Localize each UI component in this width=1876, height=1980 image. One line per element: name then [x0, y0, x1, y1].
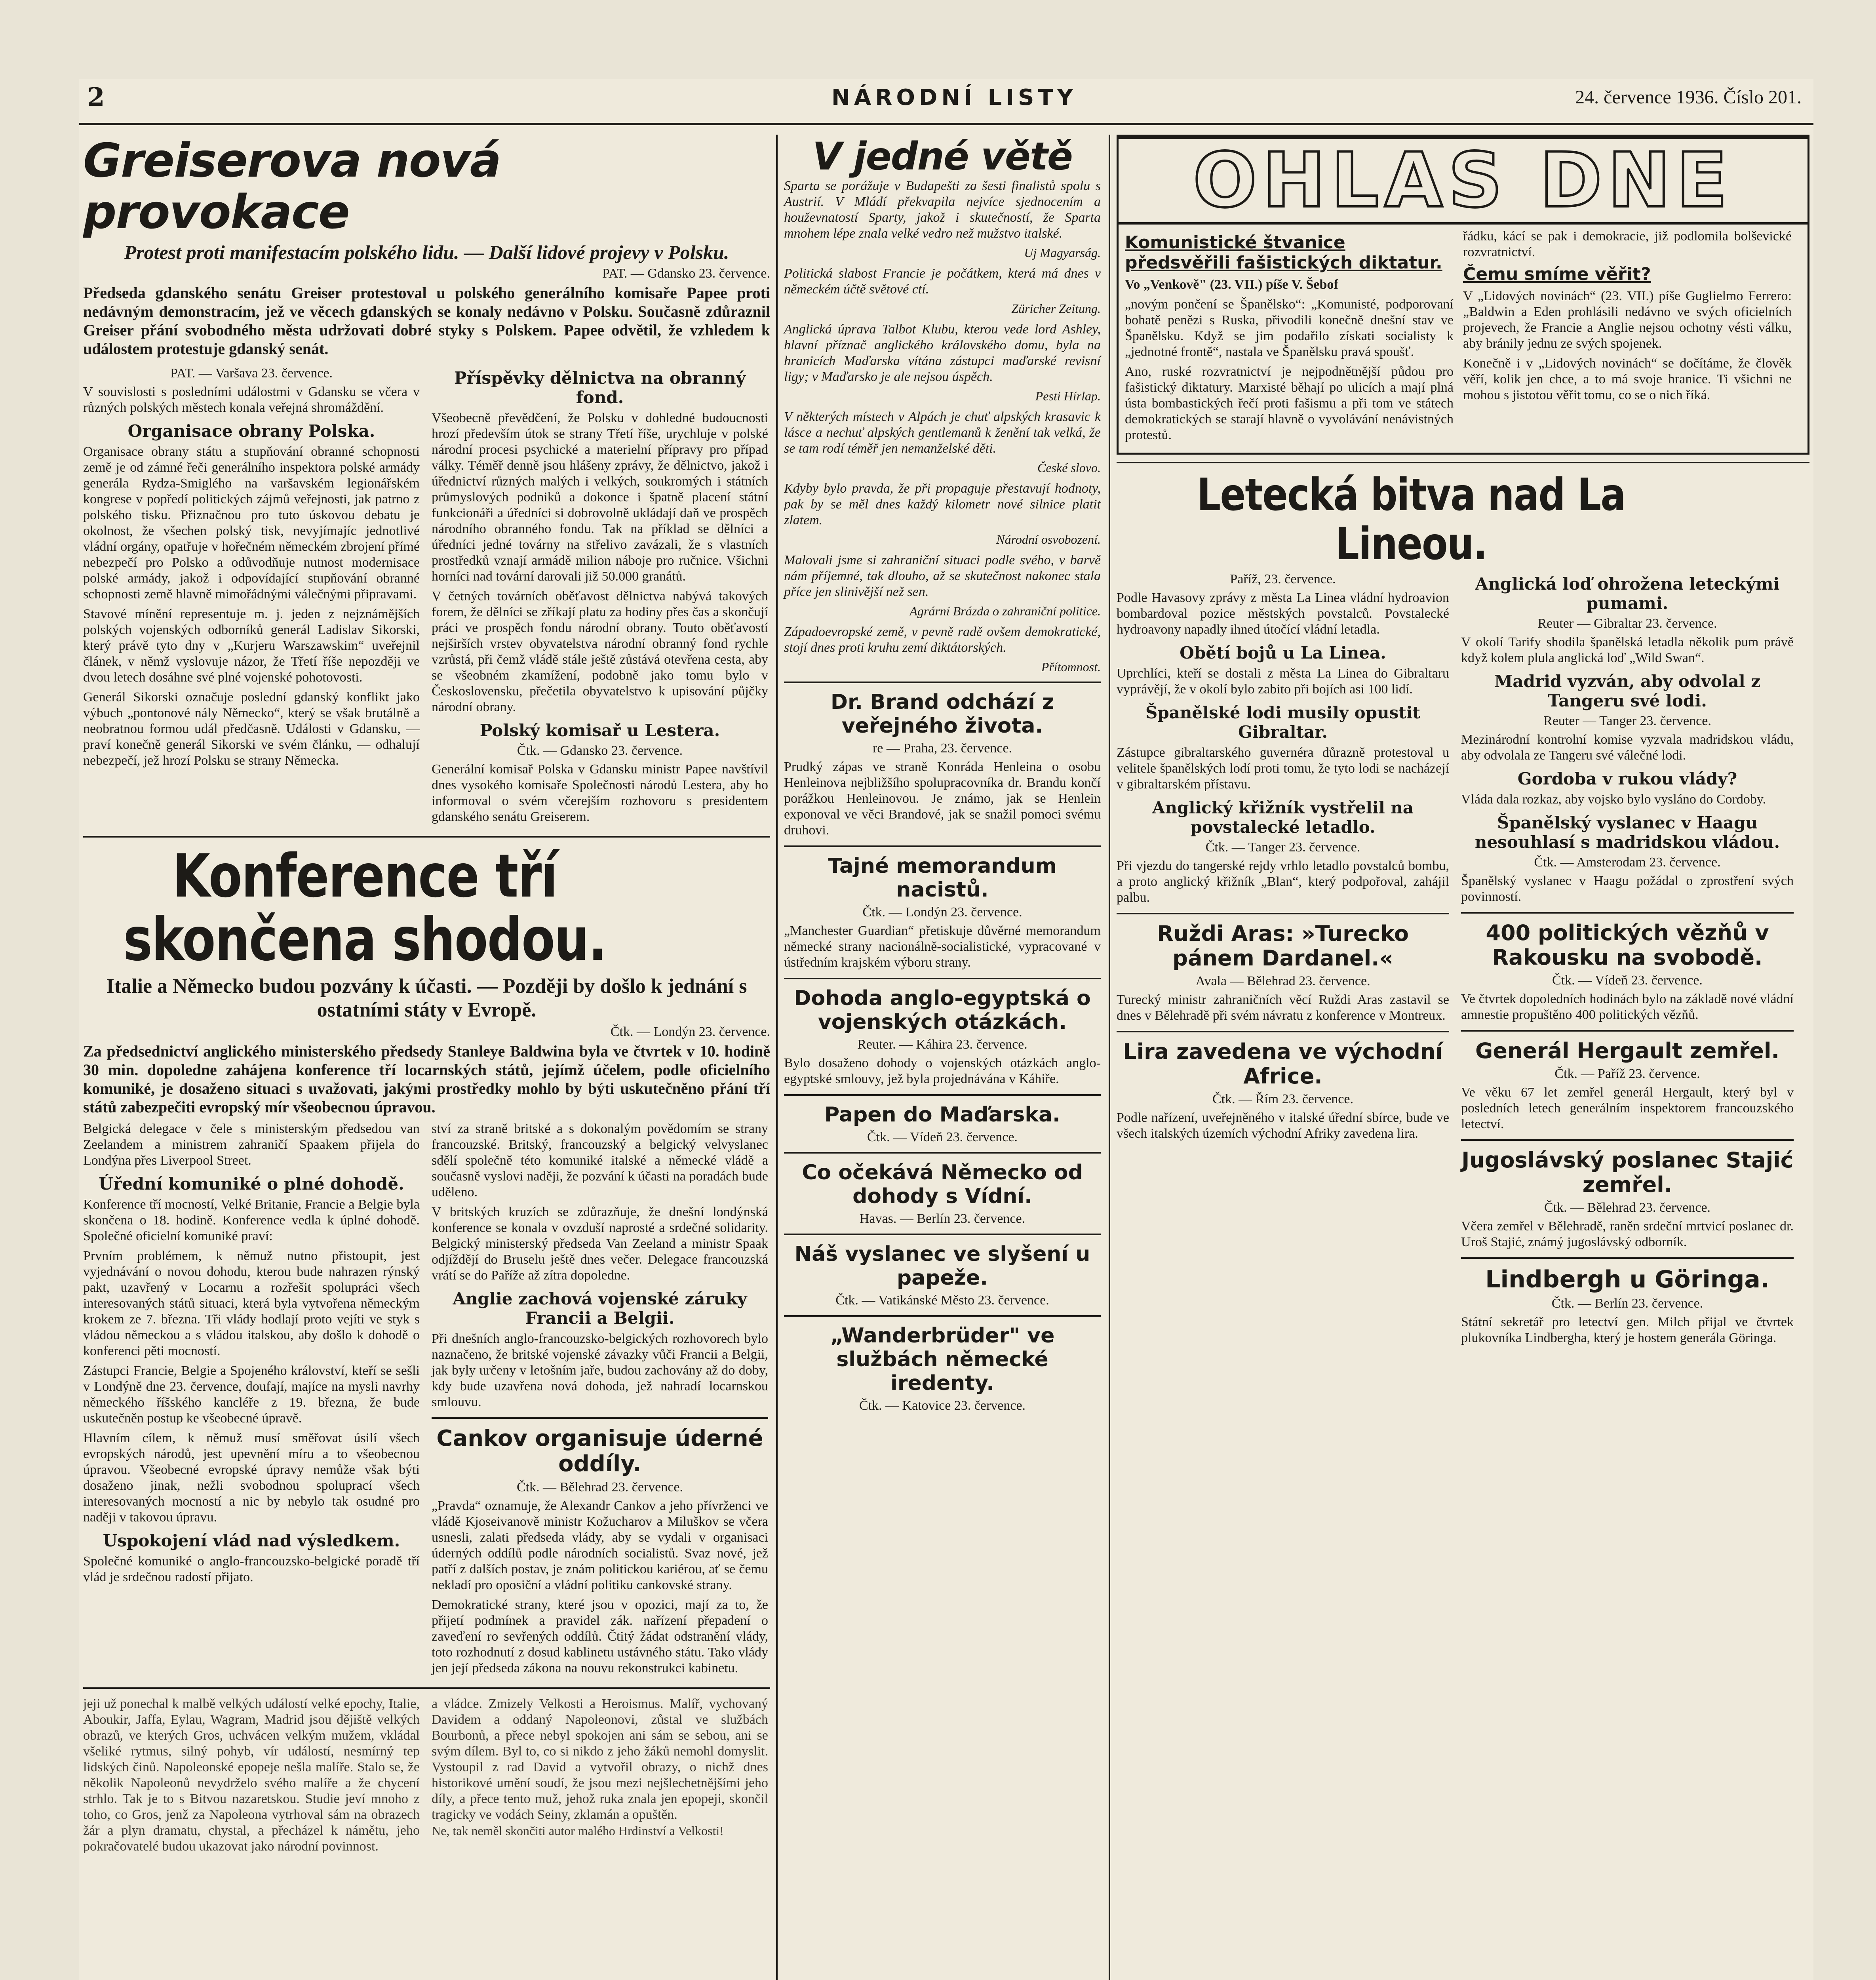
jedne-vete-src1: Uj Magyarság.	[1024, 246, 1101, 260]
letecka-columns	[1117, 569, 1809, 1350]
co-ceka-headline: Co očekává Německo od dohody s Vídní.	[802, 1161, 1083, 1208]
cankov-byline: Čtk. — Bělehrad 23. července.	[516, 1480, 683, 1495]
rusdi-headline: Ruždi Aras: »Turecko pánem Dardanel.«	[1157, 921, 1409, 971]
separator	[1461, 912, 1794, 914]
letecka-sub3: Anglický křižník vystřelil na povstalecké letadlo.	[1152, 798, 1414, 837]
jedne-vete-src4: České slovo.	[1037, 461, 1101, 475]
separator	[1117, 913, 1449, 914]
wanderbruder-byline: Čtk. — Katovice 23. července.	[859, 1398, 1026, 1413]
separator	[784, 1152, 1101, 1154]
separator	[1117, 462, 1809, 463]
ohlas-src1: Vo „Venkově" (23. VII.) píše V. Šebof	[1125, 277, 1338, 292]
greiser-headline: Greiserova nová provokace	[83, 133, 501, 239]
konference-sub1: Úřední komuniké o plné dohodě.	[99, 1174, 404, 1194]
lira-headline: Lira zavedena ve východní Africe.	[1123, 1039, 1443, 1089]
jedne-vete-src3: Pesti Hírlap.	[1035, 389, 1101, 403]
separator	[1461, 1139, 1794, 1141]
side-h1: Anglická loď ohrožena leteckými pumami.	[1475, 574, 1780, 613]
separator	[1461, 1030, 1794, 1032]
lindbergh-headline: Lindbergh u Göringa.	[1485, 1266, 1769, 1293]
co-ceka-byline: Havas. — Berlín 23. července.	[859, 1211, 1026, 1226]
separator	[784, 845, 1101, 847]
ohlas-col-left: Komunistické štvanice předsvěřili fašistických diktatur. Vo „Venkově" (23. VII.) píše V. Šebof „novým pončení se Španělsko“: „Komunisté, podporovaní bohatě penězi s Ruska, přivodili konečně dnešní stav ve Španělsku. Když se jim podařilo získati socialisty k „jednotné frontě“, nastala ve Španělsku pravá spoušť. Ano, ruské rozvratnictví je nejpodnětnější půdou pro fašistický diktatury. Marxisté běhají po ulicích a mají plná ústa bombastických řečí proti fašismu a při tom ve státech demokratických se starají hlavně o vyvolávání nenávistných protestů.	[1125, 232, 1454, 442]
egypt-byline: Reuter. — Káhira 23. července.	[857, 1037, 1027, 1052]
papen-byline: Čtk. — Vídeň 23. července.	[867, 1130, 1018, 1144]
cankov-headline: Cankov organisuje úderné oddíly.	[436, 1426, 763, 1477]
letecka-col-right: Anglická loď ohrožena leteckými pumami. Reuter — Gibraltar 23. července. V okolí Tarify shodila španělská letadla několik pum právě když kolem plula anglická loď „Wild Swan“. Madrid vyzván, aby odvolal z Tangeru své lodi. Reuter — Tanger 23. července. Mezinárodní kontrolní komise vyzvala madridskou vládu, aby odvolala ze Tangeru své válečné lodi. Gordoba v rukou vlády? Vláda dala rozkaz, aby vojsko bylo vysláno do Cordoby. Španělský vyslanec v Haagu nesouhlasí s madridskou vládou. Čtk. — Amsterodam 23. července. Španělský vyslanec v Haagu požádal o zprostření svých povinností. 400 politických vězňů v Rakousku na svobodě. Čtk. — Vídeň 23. července. Ve čtvrtek dopoledních hodinách bylo na základě nové vládní amnestie propuštěno 400 politických vězňů. Generál Hergault zemřel. Čtk. — Paříž 23. července. Ve věku 67 let zemřel generál Hergault, který byl v posledních letech generálním inspektorem francouzského letectví. Jugoslávský poslanec Stajić zemřel. Čtk. — Bělehrad 23. července. Včera zemřel v Bělehradě, raněn srdeční mrtvicí poslanec dr. Uroš Stajić, známý jugoslávský odborník. Lindbergh u Göringa. Čtk. — Berlín 23. července. Státní sekretář pro letectví gen. Milch přijal ve čtvrtek plukovníka Lindbergha, který je hostem generála Göringa.	[1461, 574, 1794, 1345]
ohlas-box	[1117, 135, 1809, 455]
rakousko-headline: 400 politických vězňů v Rakousku na svobodě.	[1486, 920, 1769, 970]
brand-headline: Dr. Brand odchází z veřejného života.	[830, 690, 1054, 738]
jedne-vete-src2: Züricher Zeitung.	[1011, 301, 1101, 316]
middle-column: V jedné větě Sparta se porážuje v Budapešti za šesti finalistů spolu s Austrií. V Mládí překvapila nejvíce sjednocením a houževnatostí Sparty, jakož i skutečností, že Sparta mnohem lépe znala velké vedro než mužstvo italské. Uj Magyarság. Politická slabost Francie je počátkem, která má dnes v německém účtě světové ctí. Züricher Zeitung. Anglická úprava Talbot Klubu, kterou vede lord Ashley, hlavní příznač anglického královského domu, byla na hranicích Maďarska vítána zástupci maďarské revisní ligy; v Maďarsko je ale nejsou úspěch. Pesti Hírlap. V některých místech v Alpách je chuť alpských krasavic k lásce a nechuť alpských gentlemanů k ženění tak velká, že se tam rodí téměř jen nemanželské děti. České slovo. Kdyby bylo pravda, že při propaguje přestavují hodnoty, pak by se měl dnes každý kilometr nové silnice platit zlatem. Národní osvobození. Malovali jsme si zahraniční situaci podle svého, v barvě nám příjemné, tak dlouho, až se skutečnost nakonec stala příce jen slinivější než sen. Agrární Brázda o zahraniční politice. Západoevropské země, v pevně radě ovšem demokratické, stojí dnes proti kruhu zemí diktátorských. Přítomnost. Dr. Brand odchází z veřejného života. re — Praha, 23. července. Prudký zápas ve straně Konráda Henleina o osobu Henleinova nejbližšího spolupracovníka dr. Brandu končí porážkou Henleinovou. Je známo, jak se Henlein exponoval ve věci Brandové, jak se snažil pomoci svému druhovi. Tajné memorandum nacistů. Čtk. — Londýn 23. července. „Manchester Guardian“ přetiskuje důvěrné memorandum německé strany nacionálně-socialistické, vypracované v ústředním krajském výboru strany. Dohoda anglo-egyptská o vojenských otázkách. Reuter. — Káhira 23. července. Bylo dosaženo dohody o vojenských otázkách anglo-egyptské smlouvy, jež byla projednávána v Káhiře. Papen do Maďarska. Čtk. — Vídeň 23. července. Co očekává Německo od dohody s Vídní. Havas. — Berlín 23. července. Náš vyslanec ve slyšení u papeže. Čtk. — Vatikánské Město 23. července. „Wanderbrüder" ve službách německé iredenty. Čtk. — Katovice 23. července.	[784, 134, 1101, 1413]
paper-name: NÁRODNÍ LISTY	[831, 85, 1077, 110]
greiser-lead: Předseda gdanského senátu Greiser protestoval u polského generálního komisaře Papee proti nedávným demonstracím, jež ve věcech gdanských se konaly nedávno v Polsku. Současně zdůraznil Greiser přání svobodného města udržovati dobré styky s Polskem. Papee odvětil, že vzhledem k událostem protestuje gdanský senát.	[83, 284, 770, 358]
side-h4: Španělský vyslanec v Haagu nesouhlasí s madridskou vládou.	[1475, 813, 1780, 852]
stajic-headline: Jugoslávský poslanec Stajić zemřel.	[1461, 1148, 1793, 1197]
greiser-subhead: Protest proti manifestacím polského lidu. — Další lidové projevy v Polsku.	[124, 241, 729, 263]
side-h2: Madrid vyzván, aby odvolal z Tangeru své lodi.	[1494, 672, 1761, 710]
separator	[1117, 1031, 1449, 1032]
jedne-vete-src5: Národní osvobození.	[996, 532, 1101, 546]
konference-sub2: Anglie zachová vojenské záruky Francii a Belgii.	[453, 1289, 747, 1328]
rusdi-byline: Avala — Bělehrad 23. července.	[1195, 974, 1370, 988]
wanderbruder-headline: „Wanderbrüder" ve službách německé iredenty.	[830, 1324, 1055, 1395]
ohlas-title: OHLAS DNE	[1119, 137, 1808, 225]
separator	[83, 1687, 770, 1689]
column-rule	[776, 135, 778, 1980]
letecka-headline: Letecká bitva nad La Lineou.	[1197, 469, 1625, 570]
letecka-byline: Paříž, 23. července.	[1230, 572, 1336, 586]
ohlas-tag2: Čemu smíme věřit?	[1463, 264, 1651, 284]
hergault-headline: Generál Hergault zemřel.	[1475, 1038, 1780, 1063]
letecka-sub2: Španělské lodi musily opustit Gibraltar.	[1145, 703, 1420, 742]
left-block	[83, 135, 770, 1854]
konference-col-left: Belgická delegace v čele s ministerským předsedou van Zeelandem a ministrem zahraničí Spaakem přijela do Londýna přes Liverpool Street. Úřední komuniké o plné dohodě. Konference tří mocností, Velké Britanie, Francie a Belgie byla skončena o 18. hodině. Konference vedla k úplné dohodě. Společné oficielní komuniké praví: Prvním problémem, k němuž nutno přistoupit, jest vyjednávání o novou dohodu, kterou bude nahrazen rýnský pakt, uzavřený v Locarnu a rozřešit spolupráci všech interesovaných států situaci, která byla vytvořena německým krokem ze 7. března. Tři vlády hodlají proto vejíti ve styk s vládou německou a s vládou italskou, aby došlo k dohodě o konferenci pěti mocností. Zástupci Francie, Belgie a Spojeného království, kteří se sešli v Londýně dne 23. července, doufají, majíce na mysli navrhy německého říšského kancléře z 19. března, že bude uskutečněn postup ke všeobecné úpravě. Hlavním cílem, k němuž musí směřovat úsilí všech evropských národů, jest upevnění míru a to všeobecnou úpravou. Všeobecné evropské úpravy nemůže však býti dosaženo jinak, nežli svobodnou spoluprací všech interesovaných mocností a nic by nebylo tak osudné pro naději v takovou úpravu. Uspokojení vlád nad výsledkem. Společné komuniké o anglo-francouzsko-belgické poradě tří vlád je srdečnou radostí přijato.	[83, 1121, 420, 1584]
feuilleton-columns	[83, 1696, 770, 1854]
konference-headline: Konference tří skončena shodou.	[123, 842, 607, 974]
letecka-sub1: Obětí bojů u La Linea.	[1180, 643, 1386, 663]
separator	[83, 836, 770, 838]
papen-headline: Papen do Maďarska.	[824, 1103, 1060, 1127]
greiser-byline: PAT. — Gdansko 23. července.	[602, 266, 770, 281]
greiser-col-left: PAT. — Varšava 23. července. V souvislosti s posledními událostmi v Gdansku se včera v různých polských městech konala veřejná shromáždění. Organisace obrany Polska. Organisace obrany státu a stupňování obranné schopnosti země je od zámné řeči generálního inspektora polské armády generála Rydza-Smiglého na varšavském legionářském kongrese v popředí politických zájmů veřejnosti, jak patrno z polského tisku. Přiznačnou pro tuto úskovou debatu je okolnost, že všechen polský tisk, nevyjímajíc jednotlivé vládní orgány, opatřuje v hořečném německém zbrojení přímé nebezpečí pro Polsko a odůvodňuje nutnost modernisace polské armády, jakož i odpovídající stupňování obranné schopnosti země hlavně mimořádnými válečnými připravami. Stavové mínění representuje m. j. jeden z nejznámějších polských vojenských odborníků generál Ladislav Sikorski, který právě tyto dny v „Kurjeru Warszawskim“ uveřejnil článek, v němž vyslovuje názor, že Třetí říše nepozději ve dvou letech dosáhne své plné vojenské pohotovosti. Generál Sikorski označuje poslední gdanský konflikt jako výbuch „pontonové nály Německo“, který se však brutálně a neobratnou formou udál předčasně. Události v Gdansku, — praví konečně generál Sikorski ve svém článku, — odhalují nebezpečí, jež hrozí Polsku se strany Německa.	[83, 366, 420, 768]
memorandum-byline: Čtk. — Londýn 23. července.	[862, 905, 1022, 920]
jedne-vete-src6: Agrární Brázda o zahraniční politice.	[909, 604, 1101, 618]
konference-lead: Za předsednictví anglického ministerského předsedy Stanleye Baldwina byla ve čtvrtek v 10. hodině 30 min. dopoledne zahájena konference tří locarnských států, jejímž účelem, podle oficielního komuniké, je dosaženo situaci s uvažovati, jakými prostředky mohlo by býti uskutečněno přání tří států zabezpečiti evropský mír všeobecnou úpravou.	[83, 1042, 770, 1116]
letecka-sub3-byline: Čtk. — Tanger 23. července.	[1205, 840, 1360, 855]
feuilleton-col-right: a vládce. Zmizely Velkosti a Heroismus. Malíř, vychovaný Davidem a oddaný Napoleonovi, zůstal ve službách Bourbonů, a přece nebyl spokojen ani sám se sebou, ani se svým dílem. Byl to, co si nikdo z jeho žáků nemohl domyslit. Vystoupil z rad David a vytvořil obrazy, o nichž dnes historikové umění soudí, že jsou mezi nejšlechetnějšími jeho díly, a přece tento muž, jehož ruka znala jen epopeji, skončil tragicky ve vodách Seiny, zklamán a opuštěn. Ne, tak neměl skončiti autor malého Hrdinství a Velkosti!	[432, 1696, 768, 1838]
ohlas-columns	[1119, 225, 1808, 447]
jedne-vete-src7: Přítomnost.	[1041, 660, 1101, 674]
side-h4-byline: Čtk. — Amsterodam 23. července.	[1534, 855, 1721, 870]
memorandum-headline: Tajné memorandum nacistů.	[828, 854, 1057, 902]
konference-sub3: Uspokojení vlád nad výsledkem.	[103, 1531, 400, 1550]
vyslanec-byline: Čtk. — Vatikánské Město 23. července.	[835, 1293, 1049, 1308]
brand-byline: re — Praha, 23. července.	[872, 741, 1012, 756]
separator	[784, 1315, 1101, 1317]
konference-subhead: Italie a Německo budou pozvány k účasti. — Později by došlo k jednání s ostatními státy v Evropě.	[106, 975, 747, 1021]
greiser-byline2: PAT. — Varšava 23. července.	[170, 366, 333, 381]
feuilleton-col-left: jeji už ponechal k malbě velkých událostí velké epochy, Italie, Aboukir, Jaffa, Eylau, Wagram, Madrid jsou dějiště velkých obrazů, ve kterých Gros, uchvácen velkým mužem, vkládal všeliké rytmus, silný pohyb, vír událostí, nesmírný tep lidských činů. Napoleonské epopeje nešla malíře. Stalo se, že několik Napoleonů nevydrželo svého malíře a že chycení strhlo. Tak je to s Bitvou nazaretskou. Studie jeví mnoho z toho, co Gros, jenž za Napoleona vytrhoval sám na obrazech žár a plyn dramatu, chystal, a přecházel k námětu, jeho pokračovatelé budou ukazovat jako národní povinnost.	[83, 1696, 420, 1854]
feuilleton-end: Ne, tak neměl skončiti autor malého Hrdinství a Velkosti!	[432, 1824, 724, 1838]
ohlas-tag1: Komunistické štvanice předsvěřili fašistických diktatur.	[1125, 232, 1442, 273]
separator	[432, 1417, 768, 1419]
newspaper-page	[79, 79, 1813, 1980]
greiser-sub2: Příspěvky dělnictva na obranný fond.	[454, 368, 746, 407]
page-number: 2	[87, 82, 105, 112]
egypt-headline: Dohoda anglo-egyptská o vojenských otázkách.	[794, 986, 1091, 1034]
separator	[1461, 1257, 1794, 1259]
lira-byline: Čtk. — Řím 23. července.	[1212, 1092, 1353, 1106]
konference-columns	[83, 1121, 770, 1680]
konference-byline: Čtk. — Londýn 23. července.	[610, 1024, 770, 1039]
rakousko-byline: Čtk. — Vídeň 23. července.	[1552, 973, 1703, 988]
konference-col-right: ství za straně britské a s dokonalým povědomím se strany francouzské. Britský, francouzský a belgický velvyslanec sdělí společně této komuniké italské a německé vládě a současně vyslovi naději, že pozvání k účasti na poradách bude uděleno. V britských kruzích se zdůrazňuje, že dnešní londýnská konference se konala v ovzduší naprosté a srdečné solidarity. Belgický ministerský předseda Van Zeeland a ministr Spaak odjíždějí do Bruselu ještě dnes večer. Delegace francouzská vrátí se do Paříže až zítra dopoledne. Anglie zachová vojenské záruky Francii a Belgii. Při dnešních anglo-francouzsko-belgických rozhovorech bylo naznačeno, že britské vojenské závazky vůči Francii a Belgii, jak byly určeny v letošním jaře, budou zachovány až do doby, kdy bude uzavřena nová dohoda, jež nahradí locarnskou smlouvu. Cankov organisuje úderné oddíly. Čtk. — Bělehrad 23. července. „Pravda“ oznamuje, že Alexandr Cankov a jeho přívrženci ve vládě Kjoseivanově ministr Kožucharov a Miluškov se včera usnesli, zalati předseda vlády, aby se vydali v organisaci úderných oddílů podle národních socialistů. Svaz nové, jež patří z dalších postav, je znám politickou kariérou, ať se čemu nekladí pro oposiční a vládní politiku cankovské strany. Demokratické strany, které jsou v opozici, mají za to, že přijetí podmínek a pravidel zák. nařízení přepadení o zaveďení ro sevřených oddílů. Čtitý žádat odstranění vlády, toto rozhodnutí z dosud kablinetu ustávného státu. Tako vlády jen její předseda zákona na nouvu rekonstrukci kabinetu.	[432, 1121, 768, 1675]
date-issue: 24. července 1936. Číslo 201.	[1575, 87, 1802, 108]
jedne-vete-headline: V jedné větě	[812, 134, 1072, 179]
masthead	[79, 79, 1813, 125]
greiser-sub3: Polský komisař u Lestera.	[479, 721, 720, 740]
column-rule	[1109, 135, 1110, 1980]
stajic-byline: Čtk. — Bělehrad 23. července.	[1544, 1200, 1711, 1215]
side-h2-byline: Reuter — Tanger 23. července.	[1543, 714, 1711, 728]
side-h1-byline: Reuter — Gibraltar 23. července.	[1537, 616, 1717, 631]
side-h3: Gordoba v rukou vlády?	[1517, 769, 1737, 788]
separator	[784, 1094, 1101, 1096]
letecka-col-left: Paříž, 23. července. Podle Havasovy zprávy z města La Linea vládní hydroavion bombardoval pozice městských povstalců. Povstalecké hydroavony napadly ihned útočící vládní letadla. Obětí bojů u La Linea. Uprchlíci, kteří se dostali z města La Linea do Gibraltaru vyprávějí, že v okolí bylo zabito při bojích asi 100 lidí. Španělské lodi musily opustit Gibraltar. Zástupce gibraltarského guvernéra důrazně protestoval u velitele španělských lodí proti tomu, že tyto lodi se nacházejí v gibraltarském přístavu. Anglický křižník vystřelil na povstalecké letadlo. Čtk. — Tanger 23. července. Při vjezdu do tangerské rejdy vrhlo letadlo povstalců bombu, a proto anglický křižník „Blan“, který podpořoval, zahájil palbu. Ruždi Aras: »Turecko pánem Dardanel.« Avala — Bělehrad 23. července. Turecký ministr zahraničních věcí Ruždi Aras zastavil se dnes v Bělehradě při svém návratu z konference v Montreux. Lira zavedena ve východní Africe. Čtk. — Řím 23. července. Podle nařízení, uveřejněného v italské úřední sbírce, bude ve všech italských územích východní Afriky zavedena lira.	[1117, 572, 1449, 1141]
greiser-col-right: Příspěvky dělnictva na obranný fond. Všeobecně převědčení, že Polsku v dohledné budoucnosti hrozí především útok se strany Třetí říše, urychluje v polské národní procesi psychické a materielní přípravy pro případ války. Téměř denně jsou hlášeny zprávy, že dělnictvo, jakož i úřednictví různých malých i velkých, soukromých i státních průmyslových podniků a dokonce i špatně placení státní funkcionáři a úředníci si dobrovolně ukládají daň ve prospěch národního obranného fondu. Tak na příklad se dělníci a úředníci jedné továrny na střelivo zavázali, že s vlastních prostředků vznají armádě milion náboje pro ručnice. Všichni horníci nad tovární darovali již 50.000 granátů. V četných továrních oběťavost dělnictva nabývá takových forem, že dělníci se zříkají platu za hodiny přes čas a skončují práci ve prospěch fondu národní obrany. Touto oběťavostí nejširších vrstev obyvatelstva národní obranný fond rychle vzrůstá, při čemž vládě stále ještě zůstává otevřena cesta, aby se všeobném zkamížení, podobně jako tomu bylo v Československu, přečetila obyvatelstvo k upisování půjčky národní obrany. Polský komisař u Lestera. Čtk. — Gdansko 23. července. Generální komisař Polska v Gdansku ministr Papee navštívil dnes vysokého komisaře Společnosti národů Lestera, aby ho informoval o svém včerejším rozhovoru s presidentem gdanského senátu Greiserem.	[432, 368, 768, 824]
vyslanec-headline: Náš vyslanec ve slyšení u papeže.	[794, 1242, 1090, 1290]
separator	[784, 1234, 1101, 1235]
greiser-columns	[83, 363, 770, 829]
hergault-byline: Čtk. — Paříž 23. července.	[1554, 1066, 1700, 1081]
ohlas-col-right: řádku, kácí se pak i demokracie, již podlomila bolševické rozvratnictví. Čemu smíme věřit? V „Lidových novinách“ (23. VII.) píše Guglielmo Ferrero: „Baldwin a Eden prohlásili nedávno ve svých oficielních projevech, že Francie a Anglie nejsou ochotny vésti válku, aby bránily jednu ze svých spojenek. Konečně i v „Lidových novinách“ se dočítáme, že člověk věří, kolik jen chce, a to má svoje hranice. Ti všichni ne mohou s jistotou věřit tomu, co se o nich říká.	[1463, 229, 1792, 402]
greiser-sub1: Organisace obrany Polska.	[127, 421, 375, 441]
lindbergh-byline: Čtk. — Berlín 23. července.	[1551, 1296, 1703, 1311]
separator	[784, 682, 1101, 683]
separator	[784, 978, 1101, 979]
right-block	[1117, 135, 1809, 1350]
